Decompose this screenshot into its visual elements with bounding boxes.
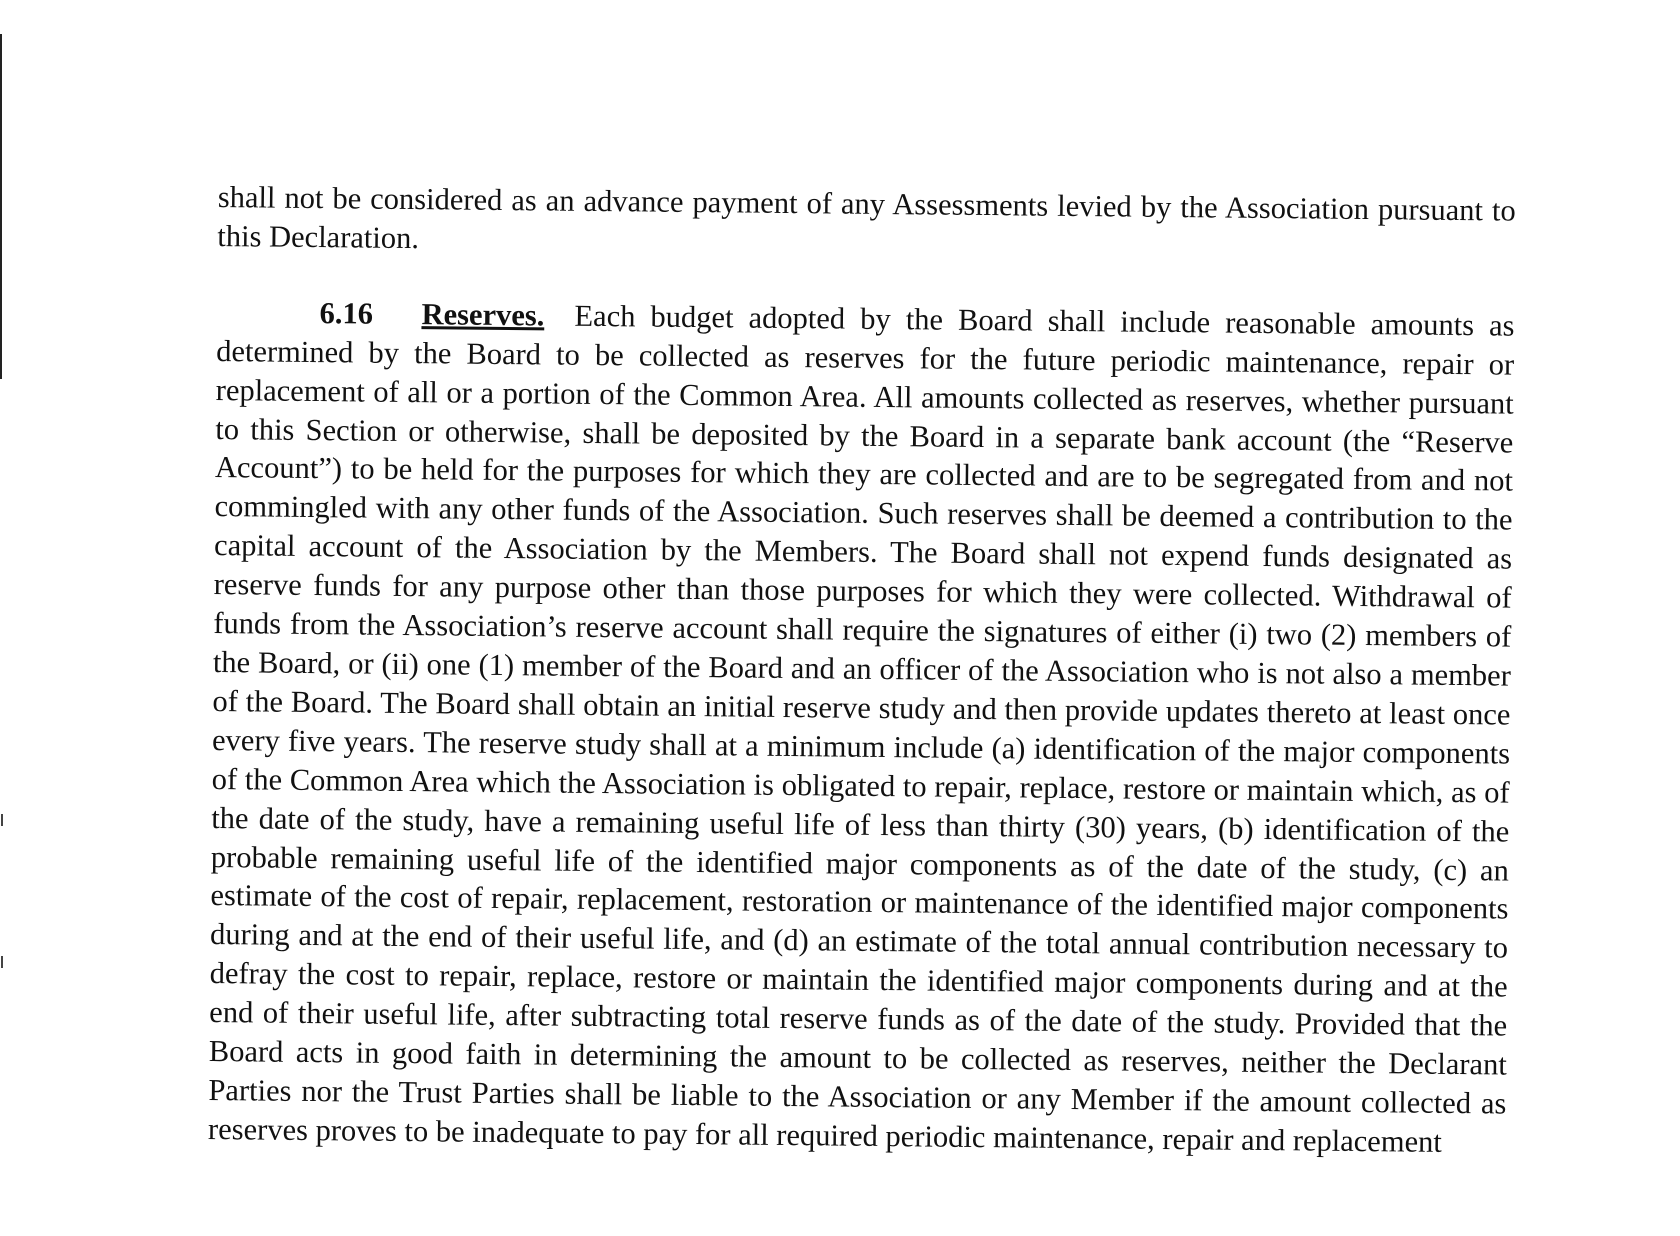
left-margin-tick (1, 956, 3, 968)
paragraph-indent (216, 322, 319, 323)
section-body: Each budget adopted by the Board shall include reasonable amounts as determined by the Board to be collected as reserves for the future periodic maintenance, repair or replacement of all or a portion of the Common Area. All amounts collected as reserves, whether pursuant to this Section or otherwise, shall be deposited by the Board in a separate bank account (the “Reserve Account”) to be held for the purposes for which they are collected and are to be segregated from and not commingled with any other funds of the Association. Such reserves shall be deemed a contribution to the capital account of the Association by the Members. The Board shall not expend funds designated as reserve funds for any purpose other than those purposes for which they were collected. Withdrawal of funds from the Association’s reserve account shall require the signatures of either (i) two (2) members of the Board, or (ii) one (1) member of the Board and an officer of the Association who is not also a member of the Board. The Board shall obtain an initial reserve study and then provide updates thereto at least once every five years. The reserve study shall at a minimum include (a) identification of the major components of the Common Area which the Association is obligated to repair, replace, restore or maintain which, as of the date of the study, have a remaining useful life of less than thirty (30) years, (b) identification of the probable remaining useful life of the identified major components as of the date of the study, (c) an estimate of the cost of repair, replacement, restoration or maintenance of the identified major components during and at the end of their useful life, and (d) an estimate of the total annual contribution necessary to defray the cost to repair, replace, restore or maintain the identified major components during and at the end of their useful life, after subtracting total reserve funds as of the date of the study. Provided that the Board acts in good faith in determining the amount to be collected as reserves, neither the Declarant Parties nor the Trust Parties shall be liable to the Association or any Member if the amount collected as reserves proves to be inadequate to pay for all required periodic maintenance, repair and replacement (207, 298, 1515, 1159)
section-6-16-paragraph (208, 293, 1515, 1162)
section-number: 6.16 (319, 295, 374, 331)
left-margin-rule (0, 34, 2, 379)
section-title: Reserves. (421, 296, 545, 333)
left-margin-tick (1, 814, 3, 826)
continuation-paragraph: shall not be considered as an advance payment of any Assessments levied by the Association pursuant to this Declaration. (217, 179, 1516, 256)
document-page (208, 178, 1516, 1162)
